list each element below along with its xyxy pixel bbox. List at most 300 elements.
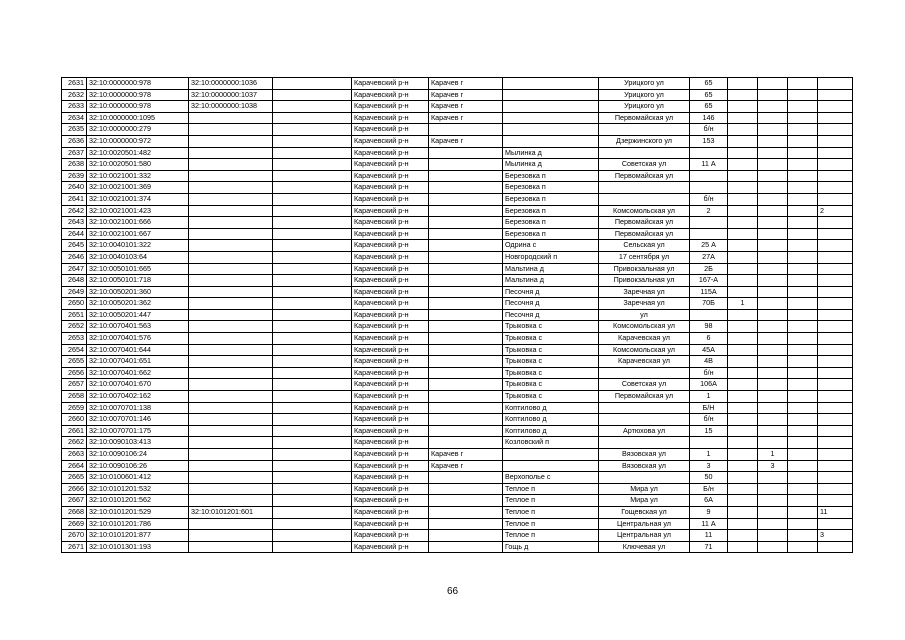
cell-street: Ключевая ул (599, 541, 690, 553)
cell-settlement: Мылинка д (503, 159, 599, 171)
cell-extra-1 (728, 286, 758, 298)
cell-district: Карачевский р-н (352, 379, 429, 391)
cell-extra-4 (818, 159, 853, 171)
cell-extra-3 (788, 101, 818, 113)
cell-house-number: б/н (690, 124, 728, 136)
cell-settlement (503, 135, 599, 147)
cell-extra-1 (728, 193, 758, 205)
cell-related-cadastral-number (189, 518, 273, 530)
cell-cadastral-number: 32:10:0021001:332 (87, 170, 189, 182)
table-row (62, 228, 853, 240)
cell-extra-1 (728, 147, 758, 159)
cell-extra-3 (788, 530, 818, 542)
cell-house-number: 1 (690, 449, 728, 461)
cell-street: Мира ул (599, 483, 690, 495)
cell-house-number: 45А (690, 344, 728, 356)
cell-extra-3 (788, 391, 818, 403)
cell-extra-2: 3 (758, 460, 788, 472)
cell-row-number: 2667 (62, 495, 87, 507)
cell-row-number: 2638 (62, 159, 87, 171)
cell-house-number: 6 (690, 333, 728, 345)
cell-extra-4 (818, 240, 853, 252)
cell-empty-column (273, 159, 352, 171)
cell-extra-2 (758, 298, 788, 310)
cell-related-cadastral-number (189, 460, 273, 472)
cell-row-number: 2657 (62, 379, 87, 391)
cell-extra-4 (818, 89, 853, 101)
cell-cadastral-number: 32:10:0070401:670 (87, 379, 189, 391)
cell-cadastral-number: 32:10:0021001:667 (87, 228, 189, 240)
cell-house-number: 1 (690, 391, 728, 403)
cell-district: Карачевский р-н (352, 205, 429, 217)
cell-empty-column (273, 437, 352, 449)
cell-related-cadastral-number (189, 333, 273, 345)
cell-extra-1 (728, 78, 758, 90)
cell-street: Комсомольская ул (599, 344, 690, 356)
cell-city (429, 263, 503, 275)
cell-extra-4 (818, 147, 853, 159)
cell-settlement (503, 89, 599, 101)
table-row (62, 495, 853, 507)
cell-street: Комсомольская ул (599, 321, 690, 333)
table-row (62, 483, 853, 495)
table-row (62, 182, 853, 194)
cell-empty-column (273, 298, 352, 310)
cell-row-number: 2632 (62, 89, 87, 101)
cell-extra-1 (728, 414, 758, 426)
cell-house-number: 65 (690, 78, 728, 90)
cell-street: 17 сентября ул (599, 251, 690, 263)
cell-settlement: Коптилово д (503, 402, 599, 414)
cell-street: Заречная ул (599, 286, 690, 298)
cell-extra-1 (728, 101, 758, 113)
cell-settlement: Трыковка с (503, 367, 599, 379)
cell-extra-1 (728, 379, 758, 391)
cell-empty-column (273, 541, 352, 553)
cell-extra-4 (818, 217, 853, 229)
cell-empty-column (273, 147, 352, 159)
cell-extra-3 (788, 379, 818, 391)
cell-cadastral-number: 32:10:0021001:374 (87, 193, 189, 205)
cell-empty-column (273, 170, 352, 182)
page-number: 66 (446, 586, 459, 597)
cell-district: Карачевский р-н (352, 530, 429, 542)
cell-extra-2 (758, 425, 788, 437)
cell-street: Советская ул (599, 379, 690, 391)
table-row (62, 414, 853, 426)
cell-extra-3 (788, 135, 818, 147)
cell-related-cadastral-number (189, 228, 273, 240)
cell-empty-column (273, 506, 352, 518)
cell-extra-3 (788, 541, 818, 553)
cell-cadastral-number: 32:10:0090106:26 (87, 460, 189, 472)
cell-extra-2 (758, 518, 788, 530)
cell-related-cadastral-number (189, 217, 273, 229)
cell-extra-3 (788, 321, 818, 333)
cell-empty-column (273, 135, 352, 147)
cell-extra-4 (818, 193, 853, 205)
cell-settlement: Козловский п (503, 437, 599, 449)
cell-empty-column (273, 124, 352, 136)
cell-extra-4 (818, 112, 853, 124)
cell-extra-3 (788, 263, 818, 275)
cell-empty-column (273, 263, 352, 275)
cell-empty-column (273, 367, 352, 379)
table-row (62, 251, 853, 263)
cell-related-cadastral-number (189, 182, 273, 194)
cell-house-number: 4В (690, 356, 728, 368)
cell-street (599, 124, 690, 136)
cell-settlement: Верхополье с (503, 472, 599, 484)
cell-city (429, 205, 503, 217)
cell-city (429, 518, 503, 530)
cell-settlement: Мальтина д (503, 263, 599, 275)
cell-street: Дзержинского ул (599, 135, 690, 147)
cell-settlement: Трыковка с (503, 356, 599, 368)
cell-district: Карачевский р-н (352, 449, 429, 461)
table-row (62, 159, 853, 171)
cell-extra-3 (788, 112, 818, 124)
table-row (62, 101, 853, 113)
cell-street: Мира ул (599, 495, 690, 507)
cell-settlement: Песочня д (503, 309, 599, 321)
cell-extra-4 (818, 402, 853, 414)
cell-city (429, 159, 503, 171)
cell-district: Карачевский р-н (352, 147, 429, 159)
cell-related-cadastral-number (189, 193, 273, 205)
cell-district: Карачевский р-н (352, 170, 429, 182)
cell-settlement (503, 124, 599, 136)
cell-related-cadastral-number: 32:10:0000000:1036 (189, 78, 273, 90)
cell-extra-4 (818, 518, 853, 530)
cell-empty-column (273, 460, 352, 472)
cell-extra-3 (788, 251, 818, 263)
cell-row-number: 2649 (62, 286, 87, 298)
cell-extra-2 (758, 344, 788, 356)
cell-district: Карачевский р-н (352, 217, 429, 229)
cell-settlement: Трыковка с (503, 321, 599, 333)
table-row (62, 321, 853, 333)
cell-extra-1 (728, 217, 758, 229)
cell-street: Сельская ул (599, 240, 690, 252)
cell-district: Карачевский р-н (352, 124, 429, 136)
cell-empty-column (273, 217, 352, 229)
cell-settlement: Березовка п (503, 193, 599, 205)
cell-street: Артюхова ул (599, 425, 690, 437)
cell-extra-4 (818, 275, 853, 287)
table-row (62, 124, 853, 136)
cell-district: Карачевский р-н (352, 286, 429, 298)
cell-extra-4 (818, 124, 853, 136)
cell-street (599, 414, 690, 426)
cell-house-number: 2Б (690, 263, 728, 275)
cell-extra-2 (758, 159, 788, 171)
cell-district: Карачевский р-н (352, 472, 429, 484)
cell-house-number: 106А (690, 379, 728, 391)
cell-related-cadastral-number (189, 541, 273, 553)
cell-related-cadastral-number: 32:10:0000000:1037 (189, 89, 273, 101)
cell-cadastral-number: 32:10:0070701:146 (87, 414, 189, 426)
cell-row-number: 2662 (62, 437, 87, 449)
cell-district: Карачевский р-н (352, 228, 429, 240)
table-row (62, 147, 853, 159)
cell-row-number: 2645 (62, 240, 87, 252)
cell-street: Заречная ул (599, 298, 690, 310)
cell-settlement (503, 112, 599, 124)
cell-empty-column (273, 112, 352, 124)
cell-row-number: 2631 (62, 78, 87, 90)
cell-extra-1 (728, 159, 758, 171)
cell-row-number: 2671 (62, 541, 87, 553)
cell-related-cadastral-number (189, 309, 273, 321)
cell-related-cadastral-number (189, 379, 273, 391)
cell-related-cadastral-number (189, 449, 273, 461)
cell-cadastral-number: 32:10:0050101:718 (87, 275, 189, 287)
cell-street: Первомайская ул (599, 170, 690, 182)
cell-extra-1 (728, 483, 758, 495)
cell-extra-3 (788, 170, 818, 182)
cell-district: Карачевский р-н (352, 425, 429, 437)
cell-extra-1 (728, 89, 758, 101)
cell-settlement: Теплое п (503, 495, 599, 507)
cell-cadastral-number: 32:10:0000000:972 (87, 135, 189, 147)
table-row (62, 379, 853, 391)
cell-extra-3 (788, 425, 818, 437)
cell-related-cadastral-number (189, 344, 273, 356)
cell-related-cadastral-number (189, 298, 273, 310)
cell-extra-4 (818, 344, 853, 356)
cell-extra-4 (818, 170, 853, 182)
cell-settlement (503, 101, 599, 113)
cell-extra-3 (788, 159, 818, 171)
cell-extra-3 (788, 344, 818, 356)
cell-cadastral-number: 32:10:0021001:666 (87, 217, 189, 229)
cell-extra-3 (788, 217, 818, 229)
cell-street (599, 472, 690, 484)
cell-extra-4 (818, 472, 853, 484)
cell-district: Карачевский р-н (352, 251, 429, 263)
cell-settlement (503, 449, 599, 461)
cell-extra-2 (758, 182, 788, 194)
cell-district: Карачевский р-н (352, 112, 429, 124)
cell-settlement: Трыковка с (503, 379, 599, 391)
cell-extra-3 (788, 275, 818, 287)
cell-house-number (690, 170, 728, 182)
cell-extra-2 (758, 217, 788, 229)
cell-related-cadastral-number (189, 263, 273, 275)
cell-extra-3 (788, 449, 818, 461)
cell-cadastral-number: 32:10:0000000:978 (87, 101, 189, 113)
cell-empty-column (273, 251, 352, 263)
table-row (62, 460, 853, 472)
cell-city: Карачев г (429, 101, 503, 113)
cell-extra-4 (818, 425, 853, 437)
cell-row-number: 2663 (62, 449, 87, 461)
cell-cadastral-number: 32:10:0020501:482 (87, 147, 189, 159)
cell-settlement: Гощь д (503, 541, 599, 553)
cell-district: Карачевский р-н (352, 518, 429, 530)
cell-extra-2 (758, 530, 788, 542)
cell-house-number: Б/Н (690, 402, 728, 414)
table-row (62, 286, 853, 298)
cell-cadastral-number: 32:10:0070701:175 (87, 425, 189, 437)
cell-house-number (690, 437, 728, 449)
cell-empty-column (273, 391, 352, 403)
cell-street (599, 437, 690, 449)
cell-related-cadastral-number (189, 530, 273, 542)
cell-extra-2 (758, 170, 788, 182)
cell-city (429, 193, 503, 205)
cell-extra-2 (758, 193, 788, 205)
cell-related-cadastral-number (189, 425, 273, 437)
cell-house-number: б/н (690, 193, 728, 205)
table-row (62, 78, 853, 90)
cell-extra-1 (728, 541, 758, 553)
cell-empty-column (273, 309, 352, 321)
cell-related-cadastral-number (189, 124, 273, 136)
cell-extra-1 (728, 460, 758, 472)
cell-empty-column (273, 483, 352, 495)
cell-street: Вязовская ул (599, 449, 690, 461)
cell-extra-3 (788, 495, 818, 507)
cell-extra-2 (758, 240, 788, 252)
cell-district: Карачевский р-н (352, 135, 429, 147)
cell-settlement: Теплое п (503, 518, 599, 530)
cell-house-number: 50 (690, 472, 728, 484)
table-row (62, 240, 853, 252)
cell-extra-2 (758, 402, 788, 414)
table-row (62, 391, 853, 403)
cell-city (429, 170, 503, 182)
cell-city (429, 333, 503, 345)
cell-district: Карачевский р-н (352, 344, 429, 356)
cell-extra-3 (788, 205, 818, 217)
cell-house-number: 98 (690, 321, 728, 333)
cell-row-number: 2660 (62, 414, 87, 426)
cell-district: Карачевский р-н (352, 298, 429, 310)
cell-settlement (503, 78, 599, 90)
cell-house-number: 65 (690, 89, 728, 101)
cell-extra-1 (728, 367, 758, 379)
cell-extra-4 (818, 495, 853, 507)
cell-empty-column (273, 240, 352, 252)
cell-city (429, 472, 503, 484)
cell-cadastral-number: 32:10:0050201:447 (87, 309, 189, 321)
cell-district: Карачевский р-н (352, 414, 429, 426)
cell-empty-column (273, 333, 352, 345)
cell-related-cadastral-number (189, 275, 273, 287)
cell-extra-2 (758, 112, 788, 124)
cell-extra-2 (758, 309, 788, 321)
table-row (62, 425, 853, 437)
cell-district: Карачевский р-н (352, 506, 429, 518)
cell-related-cadastral-number (189, 367, 273, 379)
table-row (62, 437, 853, 449)
cell-cadastral-number: 32:10:0000000:279 (87, 124, 189, 136)
cell-city (429, 251, 503, 263)
cell-cadastral-number: 32:10:0050101:665 (87, 263, 189, 275)
cell-cadastral-number: 32:10:0040101:322 (87, 240, 189, 252)
cell-extra-2 (758, 205, 788, 217)
cell-extra-3 (788, 483, 818, 495)
cell-district: Карачевский р-н (352, 391, 429, 403)
cell-row-number: 2653 (62, 333, 87, 345)
cell-extra-2 (758, 437, 788, 449)
table-row (62, 89, 853, 101)
cell-extra-4 (818, 263, 853, 275)
cell-street: ул (599, 309, 690, 321)
cell-house-number: 167-А (690, 275, 728, 287)
table-row (62, 275, 853, 287)
cell-extra-4 (818, 135, 853, 147)
cell-district: Карачевский р-н (352, 321, 429, 333)
cell-city: Карачев г (429, 135, 503, 147)
cell-district: Карачевский р-н (352, 309, 429, 321)
cell-empty-column (273, 530, 352, 542)
cell-street: Карачевская ул (599, 333, 690, 345)
cell-extra-2 (758, 495, 788, 507)
cell-house-number: 11 (690, 530, 728, 542)
cell-settlement: Березовка п (503, 170, 599, 182)
cell-city (429, 495, 503, 507)
cell-extra-4 (818, 437, 853, 449)
cell-extra-1 (728, 263, 758, 275)
cell-house-number (690, 217, 728, 229)
cell-city (429, 437, 503, 449)
cell-house-number (690, 147, 728, 159)
cell-city (429, 425, 503, 437)
cell-related-cadastral-number (189, 414, 273, 426)
cell-extra-1 (728, 205, 758, 217)
cell-district: Карачевский р-н (352, 402, 429, 414)
cell-row-number: 2665 (62, 472, 87, 484)
cell-extra-1 (728, 518, 758, 530)
cell-cadastral-number: 32:10:0070701:138 (87, 402, 189, 414)
cell-street: Первомайская ул (599, 217, 690, 229)
cell-house-number: 27А (690, 251, 728, 263)
cell-extra-3 (788, 89, 818, 101)
cell-row-number: 2643 (62, 217, 87, 229)
cell-extra-3 (788, 309, 818, 321)
cell-extra-2 (758, 263, 788, 275)
cell-city: Карачев г (429, 78, 503, 90)
cell-row-number: 2648 (62, 275, 87, 287)
cell-district: Карачевский р-н (352, 275, 429, 287)
cell-street: Карачевская ул (599, 356, 690, 368)
cell-extra-1 (728, 275, 758, 287)
cell-extra-4 (818, 286, 853, 298)
cell-row-number: 2647 (62, 263, 87, 275)
table-row (62, 298, 853, 310)
cell-empty-column (273, 414, 352, 426)
cell-extra-2 (758, 147, 788, 159)
cell-district: Карачевский р-н (352, 437, 429, 449)
cell-cadastral-number: 32:10:0101201:529 (87, 506, 189, 518)
cell-extra-3 (788, 367, 818, 379)
cell-cadastral-number: 32:10:0070401:644 (87, 344, 189, 356)
cell-extra-1 (728, 170, 758, 182)
cell-row-number: 2635 (62, 124, 87, 136)
cell-street: Комсомольская ул (599, 205, 690, 217)
cell-extra-4 (818, 449, 853, 461)
cell-extra-4 (818, 379, 853, 391)
cell-city: Карачев г (429, 89, 503, 101)
cell-row-number: 2652 (62, 321, 87, 333)
cell-extra-4 (818, 333, 853, 345)
cell-cadastral-number: 32:10:0101301:193 (87, 541, 189, 553)
cell-cadastral-number: 32:10:0020501:580 (87, 159, 189, 171)
cell-house-number: 3 (690, 460, 728, 472)
